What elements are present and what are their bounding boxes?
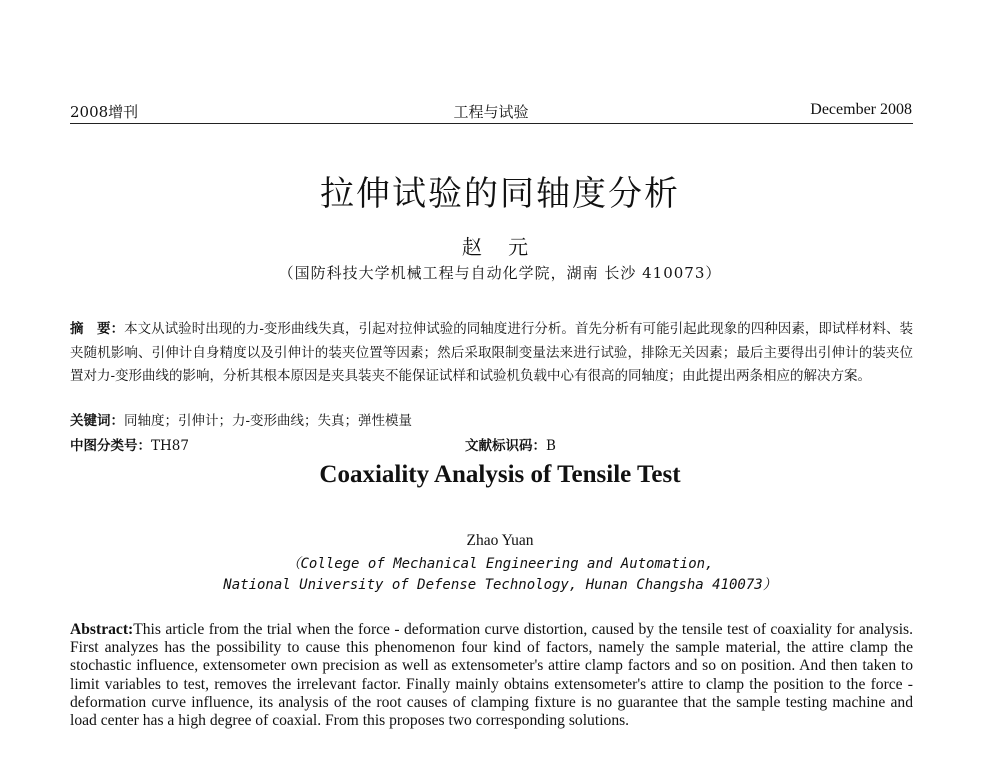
document-code (465, 437, 556, 455)
clc-value: TH87 (151, 438, 189, 454)
running-header (70, 101, 912, 121)
classification-line (70, 437, 913, 455)
chinese-affiliation: （国防科技大学机械工程与自动化学院，湖南 长沙 410073） (278, 264, 722, 282)
chinese-keywords-text: 同轴度；引伸计；力-变形曲线；失真；弹性模量 (124, 413, 413, 429)
chinese-author: 赵 元 (461, 235, 539, 259)
header-journal: 工程与试验 (453, 103, 529, 121)
chinese-abstract-label: 摘 要： (70, 321, 125, 337)
chinese-keywords (70, 412, 913, 430)
clc-number (70, 438, 189, 454)
english-abstract-text: This article from the trial when the force - deformation curve distortion, caused by the tensile test of coaxiality for analysis. First analyzes has the possibility to cause this phenomenon four kind of factors, namely the sample material, the attire clamp the stochastic influence, extensometer own precision as well as extensometer's attire clamp factors and so on position. And then taken to limit variables to test, removes the irrelevant factor. Finally mainly obtains extensometer's attire to clamp the position to the force - deformation curve influence, its analysis of the root causes of clamping fixture is no guarantee that the sample testing machine and load center has a high degree of coaxial. From this proposes two corresponding solutions. (70, 621, 913, 730)
doc-code-value: B (546, 438, 556, 454)
english-abstract-label: Abstract: (70, 621, 134, 638)
english-author: Zhao Yuan (466, 532, 534, 549)
english-affiliation (0, 554, 1000, 596)
header-date: December 2008 (810, 101, 912, 118)
clc-label: 中图分类号： (70, 438, 151, 454)
header-issue: 2008增刊 (70, 103, 139, 121)
doc-code-label: 文献标识码： (465, 438, 546, 454)
chinese-title: 拉伸试验的同轴度分析 (320, 174, 680, 214)
chinese-abstract (70, 318, 913, 389)
chinese-abstract-text: 本文从试验时出现的力-变形曲线失真，引起对拉伸试验的同轴度进行分析。首先分析有可能引起此现象的四种因素，即试样材料、装夹随机影响、引伸计自身精度以及引伸计的装夹位置等因素；然后采取限制变量法来进行试验，排除无关因素；最后主要得出引伸计的装夹位置对力-变形曲线的影响，分析其根本原因是夹具装夹不能保证试样和试验机负载中心有很高的同轴度；由此提出两条相应的解决方案。 (70, 321, 913, 384)
header-rule (70, 123, 913, 124)
english-abstract (70, 621, 913, 730)
english-affiliation-line1: （College of Mechanical Engineering and Automation, (286, 556, 714, 572)
english-title: Coaxiality Analysis of Tensile Test (319, 461, 681, 488)
chinese-keywords-label: 关键词： (70, 413, 124, 429)
english-affiliation-line2: National University of Defense Technology, Hunan Changsha 410073） (223, 577, 777, 593)
